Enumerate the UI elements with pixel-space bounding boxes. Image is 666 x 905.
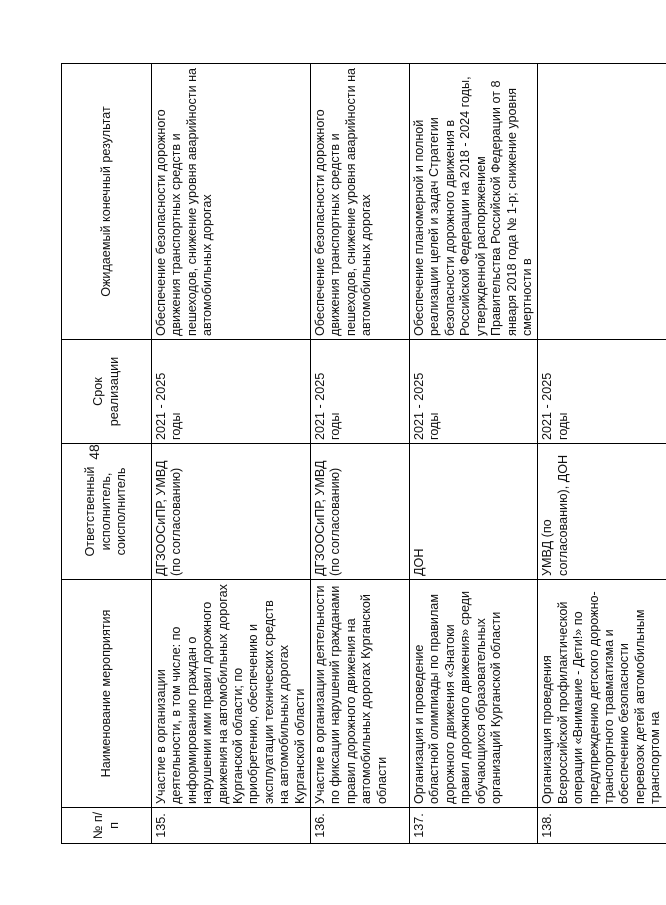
row-term: 2021 - 2025 годы bbox=[410, 340, 538, 444]
table-row bbox=[311, 64, 410, 844]
table-row bbox=[410, 64, 538, 844]
row-term: 2021 - 2025 годы bbox=[152, 340, 311, 444]
row-result bbox=[538, 64, 666, 340]
rotated-table-container bbox=[61, 64, 663, 844]
row-number: 138. bbox=[538, 808, 666, 844]
table-header-row bbox=[62, 64, 152, 844]
header-term: Срок реализации bbox=[62, 340, 152, 444]
row-executor: ДГЗООСиПР, УМВД (по согласованию) bbox=[311, 444, 410, 580]
header-activity: Наименование мероприятия bbox=[62, 580, 152, 808]
row-number: 135. bbox=[152, 808, 311, 844]
row-executor: ДОН bbox=[410, 444, 538, 580]
row-activity: Участие в организации деятельности по фиксации нарушений гражданами правил дорожного движения на автомобильных дорогах Курганской области bbox=[311, 580, 410, 808]
table-row bbox=[152, 64, 311, 844]
row-result: Обеспечение безопасности дорожного движения транспортных средств и пешеходов, снижение уровня аварийности на автомобильных дорогах bbox=[152, 64, 311, 340]
row-activity: Организация и проведение областной олимпиады по правилам дорожного движения «Знатоки правил дорожного движения» среди обучающихся образовательных организаций Курганской области bbox=[410, 580, 538, 808]
table-row bbox=[538, 64, 666, 844]
row-term: 2021 - 2025 годы bbox=[311, 340, 410, 444]
row-activity: Организация проведения Всероссийской профилактической операции «Внимание - Дети!» по предупреждению детского дорожно-транспортного травматизма и обеспечению безопасности перевозок детей автомобильным транспортом на bbox=[538, 580, 666, 808]
header-number: № п/п bbox=[62, 808, 152, 844]
header-executor: Ответственный исполнитель, соисполнитель bbox=[62, 444, 152, 580]
row-number: 136. bbox=[311, 808, 410, 844]
header-result: Ожидаемый конечный результат bbox=[62, 64, 152, 340]
row-term: 2021 - 2025 годы bbox=[538, 340, 666, 444]
row-executor: ДГЗООСиПР, УМВД (по согласованию) bbox=[152, 444, 311, 580]
measures-table bbox=[61, 63, 666, 844]
page-number: 48 bbox=[86, 444, 102, 460]
row-number: 137. bbox=[410, 808, 538, 844]
row-executor: УМВД (по согласованию), ДОН bbox=[538, 444, 666, 580]
row-result: Обеспечение планомерной и полной реализации целей и задач Стратегии безопасности дорожного движения в Российской Федерации на 2018 - 2024 годы, утвержденной распоряжением Правительства Российской Федерации от 8 января 2018 года № 1-р; снижение уровня смертности в bbox=[410, 64, 538, 340]
row-activity: Участие в организации деятельности, в том числе: по информированию граждан о нарушении ими правил дорожного движения на автомобильных дорогах Курганской области; по приобретению, обеспечению и эксплуатации технических средств на автомобильных дорогах Курганской области bbox=[152, 580, 311, 808]
row-result: Обеспечение безопасности дорожного движения транспортных средств и пешеходов, снижение уровня аварийности на автомобильных дорогах bbox=[311, 64, 410, 340]
